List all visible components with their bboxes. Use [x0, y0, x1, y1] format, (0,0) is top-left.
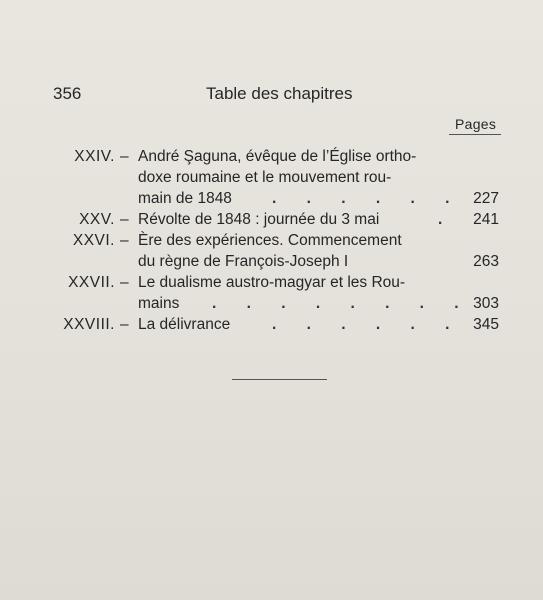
chapter-numeral: XXIV.: [74, 148, 115, 165]
section-separator-rule: [232, 379, 327, 380]
chapter-page-number: 263: [473, 253, 499, 270]
pages-column-label: Pages: [455, 116, 497, 132]
chapter-title-line: mains: [138, 295, 180, 312]
toc-entry-xxiv-line-3: [0, 188, 543, 209]
dot-leader: . . . . . . . .: [212, 295, 472, 312]
chapter-title-line: Ère des expériences. Commencement: [138, 232, 402, 249]
chapter-numeral: XXVIII.: [63, 316, 115, 333]
toc-entry-xxv: [0, 209, 543, 230]
chapter-numeral: XXVII.: [68, 274, 115, 291]
dot-leader: .: [438, 211, 456, 228]
chapter-title-line: La délivrance: [138, 316, 231, 333]
chapter-title-line: Révolte de 1848 : journée du 3 mai: [138, 211, 380, 228]
chapter-title-line: main de 1848: [138, 190, 232, 207]
entry-dash: –: [120, 148, 129, 165]
dot-leader: . . . . . .: [272, 316, 463, 333]
toc-entry-xxiv-line-2: [0, 167, 543, 188]
toc-entry-xxviii: [0, 314, 543, 335]
chapter-numeral: XXVI.: [72, 232, 115, 249]
pages-label-rule: [449, 134, 501, 135]
toc-entry-xxvii-line-1: [0, 272, 543, 293]
chapter-page-number: 345: [473, 316, 499, 333]
running-title: Table des chapitres: [206, 84, 353, 103]
entry-dash: –: [120, 211, 129, 228]
chapter-title-line: doxe roumaine et le mouvement rou-: [138, 169, 392, 186]
entry-dash: –: [120, 274, 129, 291]
chapter-page-number: 241: [473, 211, 499, 228]
bleed-through-text: [110, 395, 450, 497]
toc-entry-xxvii-line-2: [0, 293, 543, 314]
entry-dash: –: [120, 316, 129, 333]
toc-entry-xxvi-line-1: [0, 230, 543, 251]
toc-entry-xxvi-line-2: [0, 251, 543, 272]
chapter-page-number: 303: [473, 295, 499, 312]
entry-dash: –: [120, 232, 129, 249]
chapter-numeral: XXV.: [79, 211, 115, 228]
table-of-contents: [0, 146, 543, 335]
chapter-page-number: 227: [473, 190, 499, 207]
chapter-title-line: du règne de François-Joseph I: [138, 253, 349, 270]
chapter-title-line: Le dualisme austro-magyar et les Rou-: [138, 274, 406, 291]
toc-entry-xxiv-line-1: [0, 146, 543, 167]
chapter-title-line: André Şaguna, évêque de l’Église ortho-: [138, 148, 417, 165]
dot-leader: . . . . . .: [272, 190, 463, 207]
page-number: 356: [53, 84, 82, 103]
